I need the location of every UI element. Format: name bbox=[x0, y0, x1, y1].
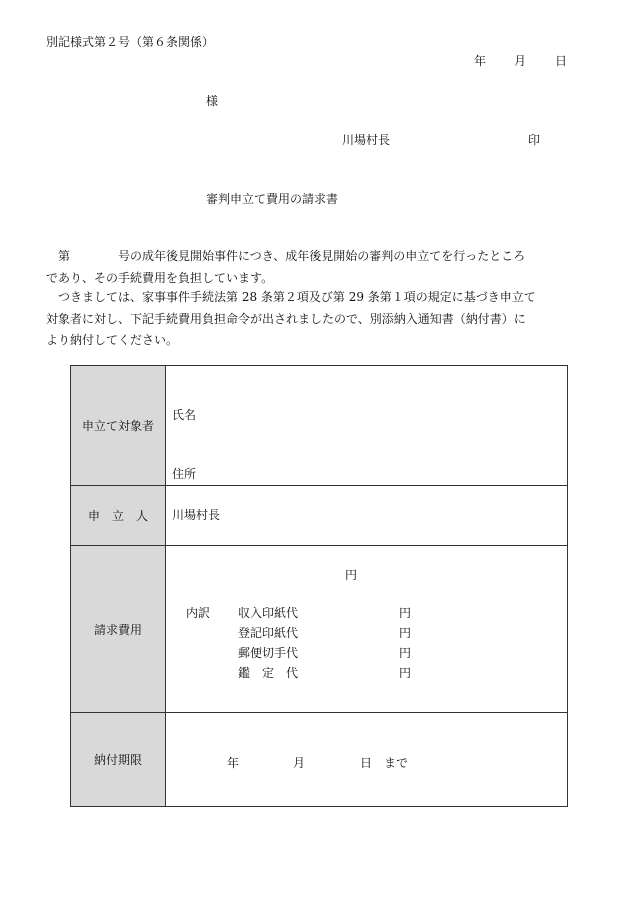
table-row-subject bbox=[71, 366, 568, 486]
cost-label: 請求費用 bbox=[71, 546, 166, 713]
table-row-applicant bbox=[71, 486, 568, 546]
subject-name-label: 氏名 bbox=[172, 408, 197, 422]
date-day-label: 日 bbox=[555, 54, 568, 68]
body-line: 対象者に対し、下記手続費用負担命令が出されましたので、別添納入通知書（納付書）に bbox=[46, 311, 526, 326]
applicant-value: 川場村長 bbox=[172, 508, 221, 522]
body-line: 第 号の成年後見開始事件につき、成年後見開始の審判の申立てを行ったところ bbox=[46, 249, 526, 263]
applicant-cell bbox=[166, 486, 568, 546]
cost-item-name: 郵便切手代 bbox=[238, 646, 299, 660]
cost-item-name: 登記印紙代 bbox=[238, 626, 299, 640]
form-number: 別記様式第２号（第６条関係） bbox=[46, 35, 215, 49]
subject-address-label: 住所 bbox=[172, 467, 197, 481]
body-paragraph-2 bbox=[46, 287, 582, 352]
document-title: 審判申立て費用の請求書 bbox=[206, 192, 339, 206]
cost-item-unit: 円 bbox=[399, 626, 412, 640]
deadline-label: 納付期限 bbox=[71, 713, 166, 807]
cost-item-unit: 円 bbox=[399, 646, 412, 660]
cost-item-unit: 円 bbox=[399, 666, 412, 680]
cost-item-name: 鑑 定 代 bbox=[238, 666, 299, 680]
applicant-label: 申 立 人 bbox=[71, 486, 166, 546]
deadline-year-label: 年 bbox=[227, 756, 240, 770]
deadline-cell bbox=[166, 713, 568, 807]
body-paragraph-1 bbox=[46, 246, 582, 289]
body-line: より納付してください。 bbox=[46, 333, 179, 347]
body-line: であり、その手続費用を負担しています。 bbox=[46, 270, 274, 285]
subject-cell bbox=[166, 366, 568, 486]
deadline-suffix: まで bbox=[384, 756, 409, 770]
claim-table bbox=[70, 365, 568, 807]
cost-item-unit: 円 bbox=[399, 606, 412, 620]
date-year-label: 年 bbox=[474, 54, 487, 68]
subject-label: 申立て対象者 bbox=[71, 366, 166, 486]
deadline-month-label: 月 bbox=[293, 756, 306, 770]
breakdown-label: 内訳 bbox=[186, 606, 211, 620]
cost-total-unit: 円 bbox=[345, 568, 358, 582]
date-month-label: 月 bbox=[514, 54, 527, 68]
issuer-name: 川場村長 bbox=[342, 133, 391, 147]
cost-cell bbox=[166, 546, 568, 713]
addressee-suffix: 様 bbox=[206, 94, 219, 108]
cost-item-name: 収入印紙代 bbox=[238, 606, 299, 620]
table-row-cost bbox=[71, 546, 568, 713]
deadline-day-label: 日 bbox=[360, 756, 373, 770]
body-line: つきましては、家事事件手続法第 28 条第２項及び第 29 条第１項の規定に基づき申立て bbox=[46, 290, 536, 304]
table-row-deadline bbox=[71, 713, 568, 807]
seal-mark: 印 bbox=[528, 133, 541, 147]
